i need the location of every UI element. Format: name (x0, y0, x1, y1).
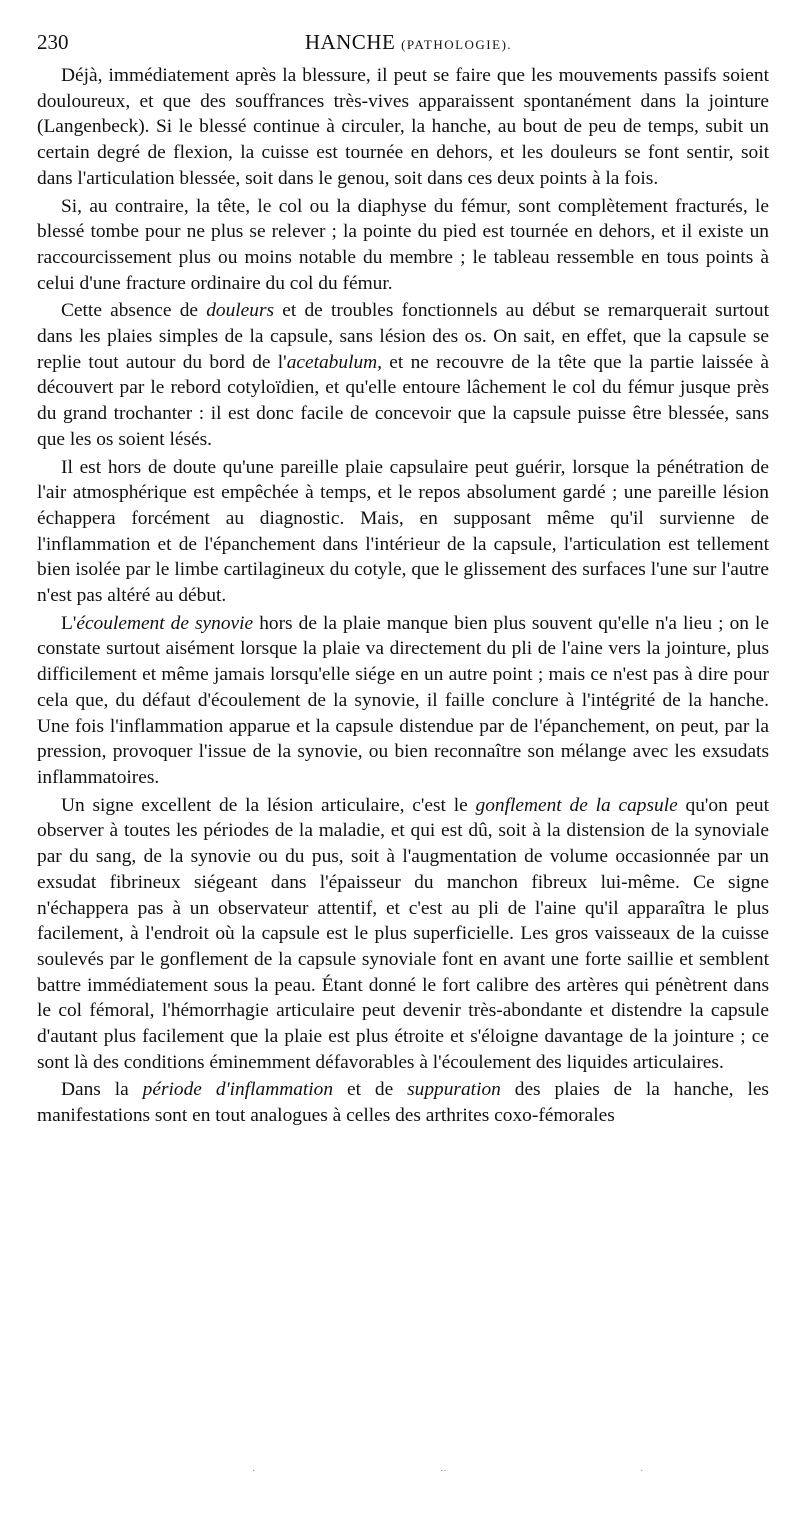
paragraph-text: Déjà, immédiatement après la blessure, il peut se faire que les mouvements passifs soient douloureux, et que des souffrances très-vives apparaissent spontanément dans la jointure (Langenbeck). Si le blessé continue à circuler, la hanche, au bout de peu de temps, subit un certain degré de flexion, la cuisse est tournée en dehors, et les douleurs se font sentir, soit dans l'articulation blessée, soit dans le genou, soit dans ces deux points à la fois. (37, 65, 769, 189)
italic-term: suppuration (407, 1079, 501, 1101)
scan-artifacts (0, 1466, 800, 1486)
scan-speck: ·· (440, 1466, 447, 1477)
paragraph-text: Cette absence de (61, 300, 207, 322)
paragraph-text: hors de la plaie manque bien plus souvent qu'elle n'a lieu ; on le constate surtout aisément lorsque la plaie va directement du pli de l'aine vers la jointure, plus difficilement et même jamais lorsqu'elle siége en un autre point ; mais ce n'est pas à dire pour cela que, du défaut d'écoulement de la synovie, il faille conclure à l'intégrité de la hanche. Une fois l'inflammation apparue et la capsule distendue par de l'épanchement, on peut, par la pression, provoquer l'issue de la synovie, ou bien reconnaître son mélange avec les exsudats inflammatoires. (37, 612, 769, 788)
paragraph-text: des plaies de la hanche, les manifestations sont en tout analogues à celles des arthrites coxo-fémorales (37, 1079, 769, 1127)
paragraph-text: et ne recouvre de la tête que la partie laissée à découvert par le rebord cotyloïdien, et qu'elle entoure lâchement le col du fémur jusque près du grand trochanter : il est donc facile de concevoir que la capsule puisse être blessée, sans que les os soient lésés. (37, 351, 769, 450)
paragraph (37, 455, 769, 609)
scan-speck: · (252, 1466, 256, 1477)
paragraph (37, 298, 769, 452)
body-text (37, 63, 769, 1131)
italic-term: période d'inflammation (142, 1079, 334, 1101)
paragraph (37, 194, 769, 297)
paragraph-text: L' (61, 612, 77, 634)
paragraph-text: et de troubles fonctionnels au début se remarquerait surtout dans les plaies simples de la capsule, sans lésion des os. On sait, en effet, que la capsule se replie tout autour du bord de l' (37, 300, 769, 373)
running-title (37, 30, 770, 55)
italic-term: écoulement de synovie (76, 612, 254, 634)
running-title-main: HANCHE (304, 30, 396, 54)
paragraph-text: Si, au contraire, la tête, le col ou la diaphyse du fémur, sont complètement fracturés, le blessé tombe pour ne plus se relever ; la pointe du pied est tournée en dehors, et il existe un raccourcissement plus ou moins notable du membre ; le tableau ressemble en tous points à celui d'une fracture ordinaire du col du fémur. (37, 195, 769, 294)
paragraph (37, 611, 769, 791)
paragraph-text: et de (333, 1079, 408, 1101)
italic-term: acetabulum, (286, 351, 383, 373)
paragraph-text: Dans la (61, 1079, 143, 1101)
paragraph-text: Un signe excellent de la lésion articulaire, c'est le (61, 794, 476, 816)
italic-term: gonflement de la capsule (475, 794, 678, 816)
paragraph-text: Il est hors de doute qu'une pareille plaie capsulaire peut guérir, lorsque la pénétration de l'air atmosphérique est empêchée à temps, et le repos absolument gardé ; une pareille lésion échappera forcément au diagnostic. Mais, en supposant même qu'il survienne de l'inflammation et de l'épanchement dans l'intérieur de la capsule, l'articulation est tellement bien isolée par le limbe cartilagineux du cotyle, que le glissement des surfaces l'une sur l'autre n'est pas altéré au début. (37, 456, 769, 607)
page-header (37, 30, 770, 60)
scan-speck: · (640, 1466, 644, 1477)
paragraph (37, 1077, 769, 1128)
page-number: 230 (37, 30, 69, 54)
paragraph-text: qu'on peut observer à toutes les périodes de la maladie, et qui est dû, soit à la distension de la synoviale par du sang, de la synovie ou du pus, soit à l'augmentation de volume occasionnée par un exsudat fibrineux siégeant dans l'épaisseur du manchon fibreux lui-même. Ce signe n'échappera pas à un observateur attentif, et c'est au pli de l'aine qu'il apparaîtra le plus facilement, à l'endroit où la capsule est le plus superficielle. Les gros vaisseaux de la cuisse soulevés par le gonflement de la capsule synoviale font en avant une forte saillie et semblent battre immédiatement sous la peau. Étant donné le fort calibre des artères qui pénètrent dans le col fémoral, l'hémorrhagie articulaire peut devenir très-abondante et distendre la capsule d'autant plus facilement que la plaie est plus étroite et s'éloigne davantage de la jointure ; ce sont là des conditions éminemment défavorables à l'écoulement des liquides articulaires. (37, 794, 770, 1073)
running-title-sub: (PATHOLOGIE). (401, 37, 513, 52)
paragraph (37, 793, 769, 1076)
paragraph (37, 63, 769, 192)
italic-term: douleurs (206, 300, 275, 322)
